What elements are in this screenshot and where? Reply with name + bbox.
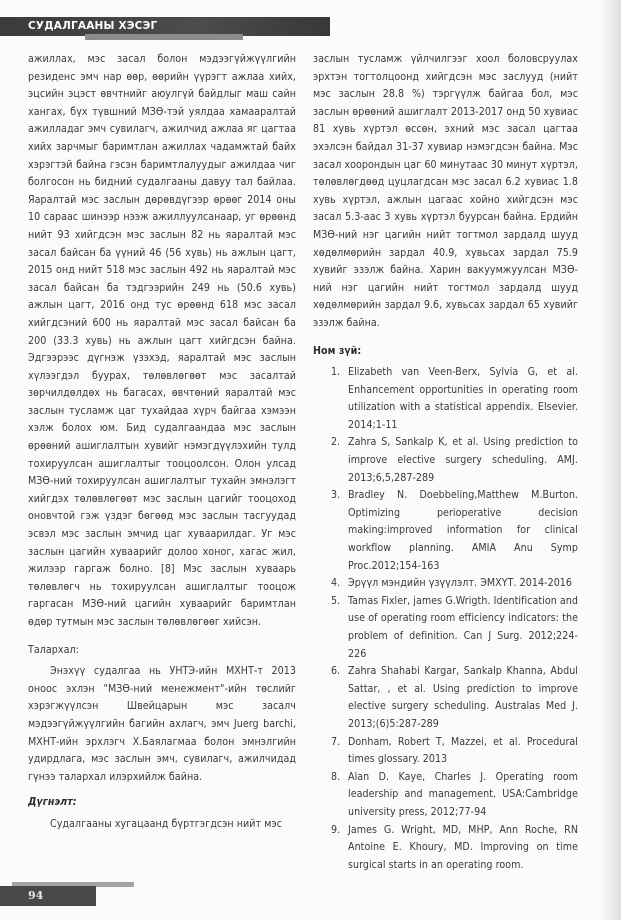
- reference-item: [313, 487, 578, 575]
- reference-text: Donham, Robert T, Mazzei, et al. Procedural times glossary. 2013: [348, 735, 578, 766]
- conclusion-text: Судалгааны хугацаанд бүртгэгдсэн нийт мэс: [50, 817, 283, 830]
- reference-number: 8.: [331, 770, 341, 783]
- reference-item: [313, 575, 578, 593]
- reference-number: 7.: [331, 735, 341, 748]
- reference-item: [313, 769, 578, 822]
- reference-item: [313, 663, 578, 733]
- right-column: [313, 51, 578, 874]
- reference-text: Elizabeth van Veen-Berx, Sylvia G, et al. Enhancement opportunities in operating room utilization with a statistical appendix. Elsevier. 2014;1-11: [348, 366, 578, 431]
- reference-number: 3.: [331, 489, 341, 502]
- reference-item: [313, 434, 578, 487]
- reference-number: 9.: [331, 823, 341, 836]
- reference-number: 1.: [331, 366, 341, 379]
- reference-item: [313, 822, 578, 875]
- reference-text: Эрүүл мэндийн үзүүлэлт. ЭМХҮТ. 2014-2016: [348, 577, 573, 590]
- reference-item: [313, 734, 578, 769]
- reference-item: [313, 593, 578, 663]
- left-column: [28, 51, 296, 834]
- reference-number: 5.: [331, 594, 341, 607]
- body-paragraph: заслын тусламж үйлчилгээг хоол боловсруулах эрхтэн тогтолцоонд хийгдсэн мэс заслууд (нийт мэс заслын 28.8 %) тэргүүлж байгаа бол, мэс заслын өрөөний ашиглалт 2013-2017 онд 50 хувиас 81 хувь хүртэл өссөн, эхний мэс засал цагтаа эхэлсэн байдал 31-37 хувиар нэмэгдсэн байна. Мэс засал хоорондын цаг 60 минутаас 30 минут хүртэл, төлөвлөгдөөд цуцлагдсан мэс засал 6.2 хувиас 1.8 хувь хүртэл, ажлын цагаас хойно хийгдсэн мэс засал 5.3-аас 3 хувь хүртэл буурсан байна. Ердийн МЗӨ-ний нэг цагийн нийт тогтмол зардалд шууд хөдөлмөрийн зардал 40.9, хувьсах зардал 75.9 хувийг эзэлж байна. Харин вакуумжуулсан МЗӨ-ний нэг цагийн нийт тогтмол зардалд шууд хөдөлмөрийн зардал 9.6, хувьсах зардал 65 хувийг эзэлж байна.: [313, 53, 578, 329]
- reference-text: Alan D. Kaye, Charles J. Operating room leadership and management. USA:Cambridge university press, 2012;77-94: [348, 770, 578, 818]
- reference-text: Tamas Fixler, james G.Wrigth. Identification and use of operating room efficiency indicators: the problem of definition. Can J Surg. 2012;224-226: [348, 594, 578, 660]
- reference-number: 2.: [331, 436, 341, 449]
- section-title: СУДАЛГААНЫ ХЭСЭГ: [28, 20, 158, 32]
- acknowledgement-heading: Талархал:: [28, 643, 79, 656]
- reference-item: [313, 364, 578, 434]
- body-paragraph: ажиллах, мэс засал болон мэдээгүйжүүлгийн резиденс эмч нар өөр, өөрийн үүрэгт ажлаа хийх, эцсийн эцэст өвчтнийг аюулгүй байдлыг маш сайн хангах, бүх түвшний МЗӨ-тэй уялдаа хамааралтай ажилладаг эмч сувилагч, ажилчид ажлаа яг цагтаа хийх зарчмыг баримтлан ажиллах чадамжтай байх хэрэгтэй байна гэсэн баримтлалуудыг ажилдаа чиг болгосон нь бидний судалгааны давуу тал байлаа. Яаралтай мэс заслын дөрөвдүгээр өрөөг 2014 оны 10 сараас шинээр нээж ажиллуулсанаар, уг өрөөнд нийт 93 хийгдсэн мэс заслын 82 нь яаралтай мэс засал байсан ба үүний 46 (56 хувь) нь ажлын цагт, 2015 онд нийт 518 мэс заслын 492 нь яаралтай мэс засал байсан ба тэдгээрийн 249 нь (50.6 хувь) ажлын цагт, 2016 онд тус өрөөнд 618 мэс засал хийгдсэний 600 нь яаралтай мэс засал байсан ба 200 (33.3 хувь) нь ажлын цагт хийгдсэн байна. Эдгээрээс дүгнэж үзэхэд, яаралтай мэс заслын хүлээгдэл буурах, төлөвлөгөөт мэс засалтай зөрчилдөлдөх нь багасах, өвчтөний яаралтай мэс заслын тусламж цаг тухайдаа хүрч байгаа хэмээн хэлж болох юм. Бид судалгаандаа мэс заслын өрөөний ашиглалтын хувийг нэмэгдүүлэхийн тулд тохируулсан ашиглалтыг тооцоолсон. Олон улсад МЗӨ-ний тохируулсан ашиглалтыг тухайн эмнэлэгт хийгдэх төлөвлөгөөт мэс заслын цагийг тооцоход оновчтой гэж үздэг бөгөөд мэс заслын тасгуудад эсвэл мэс заслын эмчид цаг хуваарилдаг. Уг мэс заслын цагийн хуваарийг долоо хоног, хагас жил, жилээр гаргаж болно. [8] Мэс заслын хуваарь төлөвлөгч нь тохируулсан ашиглалтыг тооцож гаргасан МЗӨ-ний цагийн хуваарийг баримтлан өдөр тутмын мэс заслын төлөвлөгөөг хийсэн.: [28, 53, 296, 628]
- reference-number: 4.: [331, 577, 341, 590]
- conclusion-heading: Дүгнэлт:: [28, 796, 77, 809]
- reference-list: [313, 364, 578, 874]
- reference-text: Bradley N. Doebbeling,Matthew M.Burton. Optimizing perioperative decision making:improved information for clinical workflow planning. AMIA Anu Symp Proc.2012;154-163: [348, 489, 578, 572]
- reference-number: 6.: [331, 665, 341, 678]
- references-heading: Ном зүй:: [313, 344, 362, 357]
- footer-page-tab: [0, 886, 96, 906]
- page-number: 94: [28, 889, 44, 902]
- page-gutter-shadow: [599, 0, 621, 920]
- reference-text: Zahra S, Sankalp K, et al. Using prediction to improve elective surgery scheduling. AMJ. 2013;6,5,287-289: [348, 436, 578, 484]
- section-header-underline: [85, 34, 243, 40]
- reference-text: Zahra Shahabi Kargar, Sankalp Khanna, Abdul Sattar, , et al. Using prediction to improve elective surgery scheduling. Australas Med J. 2013;(6)5:287-289: [348, 665, 578, 730]
- acknowledgement-text: Энэхүү судалгаа нь УНТЭ-ийн МХНТ-т 2013 оноос эхлэн "МЗӨ-ний менежмент"-ийн төслийг хэрэгжүүлсэн Швейцарын мэс засалч мэдээгүйжүүлгийн багийн ахлагч, эмч Juerg barchi, МХНТ-ийн эрхлэгч Х.Баялагмаа болон эмнэлгийн удирдлага, мэс заслын эмч, сувилагч, ажилчидад гүнээ талархал илэрхийлж байна.: [28, 665, 296, 783]
- reference-text: James G. Wright, MD, MHP, Ann Roche, RN Antoine E. Khoury, MD. Improving on time surgical starts in an operating room.: [348, 823, 578, 871]
